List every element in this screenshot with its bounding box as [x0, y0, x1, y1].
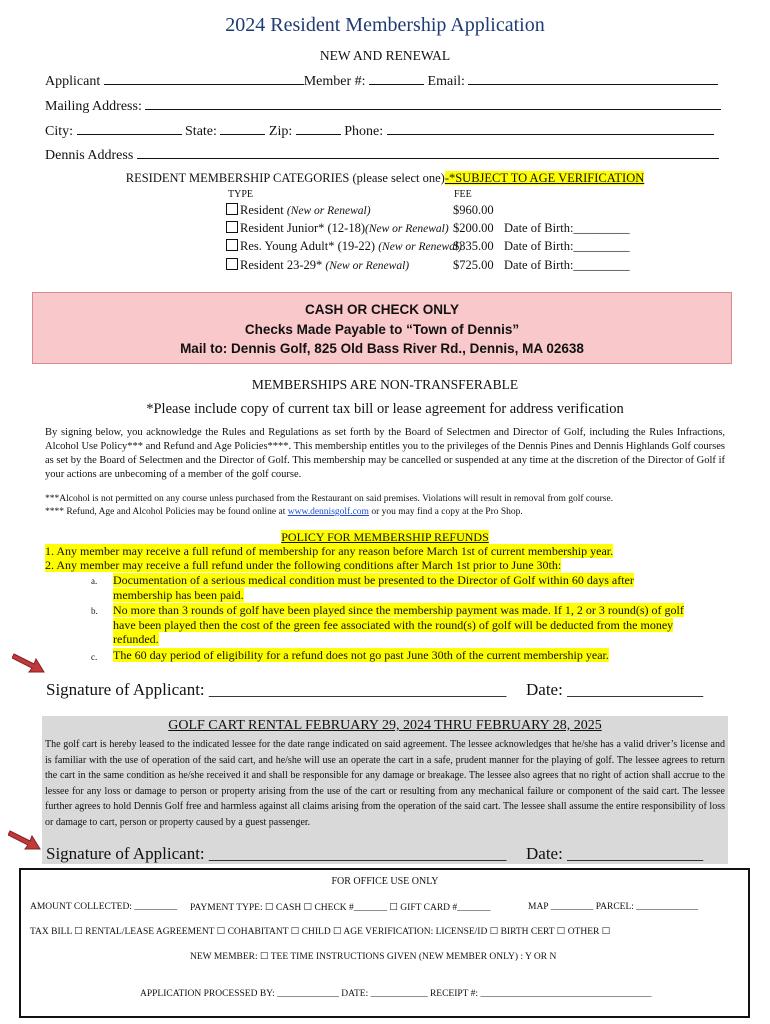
refund-sub-b-line1: No more than 3 rounds of golf have been played since the membership payment was made. If 1, 2 or 3 round(s) of golf — [113, 603, 684, 617]
city-label: City: — [45, 124, 74, 139]
payment-notice-box — [32, 292, 732, 364]
refund-note-tail: or you may find a copy at the Pro Shop. — [368, 507, 523, 517]
category-row[interactable] — [226, 203, 494, 218]
dennis-label: Dennis Address — [45, 148, 134, 163]
category-name: Resident — [240, 203, 284, 217]
category-note: (New or Renewal) — [378, 241, 462, 253]
verification-checkboxes[interactable]: TAX BILL ☐ RENTAL/LEASE AGREEMENT ☐ COHABITANT ☐ CHILD ☐ AGE VERIFICATION: LICENSE/ID ☐ BIRTH CERT ☐ OTHER ☐ — [30, 927, 611, 937]
refund-sub-a — [113, 573, 634, 602]
category-note: (New or Renewal) — [286, 205, 371, 217]
agreement-text: By signing below, you acknowledge the Rules and Regulations as set forth by the Board of Selectmen and Director of Golf, including the Rules Infractions, Alcohol Use Policy*** and Refund and Age Policies****. This membership entitles you to the privileges of the Dennis Pines and Dennis Highlands Golf courses as set by the Board of Selectmen and the Director of Golf. This membership may be cancelled or suspended at any time at the discretion of the Director of Golf if your actions are unbecoming of a member of the golf course. — [45, 427, 725, 480]
checkbox[interactable] — [226, 258, 238, 270]
refund-sub-b-line3: refunded. — [113, 632, 159, 646]
website-link[interactable]: www.dennisgolf.com — [287, 507, 369, 517]
signature-date-field[interactable]: Date: ________________ — [526, 680, 704, 699]
mailing-label: Mailing Address: — [45, 99, 142, 114]
zip-field[interactable] — [296, 122, 341, 135]
processed-by-field[interactable]: APPLICATION PROCESSED BY: _____________ DATE: ____________ RECEIPT #: ____________________________________ — [140, 989, 652, 999]
email-label: Email: — [427, 74, 465, 89]
category-fee: $960.00 — [453, 203, 494, 217]
alcohol-note: ***Alcohol is not permitted on any course unless purchased from the Restaurant on said premises. Violations will result in removal from golf course. — [45, 494, 614, 504]
checkbox[interactable] — [226, 221, 238, 233]
refund-note-text: **** Refund, Age and Alcohol Policies may be found online at — [45, 507, 288, 517]
city-row — [45, 122, 714, 140]
mailing-field[interactable] — [145, 97, 721, 110]
refund-policy-heading: POLICY FOR MEMBERSHIP REFUNDS — [281, 530, 489, 544]
amount-collected-field[interactable]: AMOUNT COLLECTED: _________ — [30, 902, 178, 912]
refund-sub-a-line1: Documentation of a serious medical condition must be presented to the Director of Golf within 60 days after — [113, 573, 634, 587]
payment-type-field[interactable]: PAYMENT TYPE: ☐ CASH ☐ CHECK #_______ ☐ GIFT CARD #_______ — [190, 903, 491, 913]
refund-sub-b-label: b. — [91, 606, 98, 616]
member-field[interactable] — [369, 72, 424, 85]
phone-label: Phone: — [344, 124, 384, 139]
tax-bill-note: *Please include copy of current tax bill or lease agreement for address verification — [146, 401, 624, 417]
category-fee: $725.00 — [453, 258, 494, 272]
cart-rental-text: The golf cart is hereby leased to the indicated lessee for the date range indicated on said agreement. The lessee acknowledges that he/she has a valid driver’s license and is familiar with the use of operation of the said cart, and he/she will use an operate the cart in a safe, prudent manner for the playing of golf. The lessee agrees to return the cart in the same condition as he/she received it and shall be responsible for any damage or breakage. The lessee also agrees that no right of action shall accrue to the lessee for any loss or damage to person or property arising from the use of the cart or resulting from any mechanical failure or component of the said cart. The lessee further agrees to hold Dennis Golf free and harmless against all claims arising from the operation of the said cart. The lessee shall assume the entire responsibility of loss or damage to cart, person or property caused by a guest passenger. — [45, 739, 725, 828]
office-use-title: FOR OFFICE USE ONLY — [331, 876, 439, 887]
page-subtitle: NEW AND RENEWAL — [319, 48, 451, 63]
refund-sub-c — [113, 648, 609, 663]
arrow-icon — [8, 827, 42, 853]
refund-item-2 — [45, 558, 561, 573]
checkbox[interactable] — [226, 203, 238, 215]
dennis-field[interactable] — [137, 146, 719, 159]
phone-field[interactable] — [387, 122, 714, 135]
category-row[interactable] — [226, 221, 630, 236]
new-member-field[interactable]: NEW MEMBER: ☐ TEE TIME INSTRUCTIONS GIVEN (NEW MEMBER ONLY) : Y OR N — [190, 952, 557, 962]
cart-signature-date-field[interactable]: Date: ________________ — [526, 844, 704, 863]
payment-line-3: Mail to: Dennis Golf, 825 Old Bass River Rd., Dennis, MA 02638 — [180, 341, 584, 356]
category-note: (New or Renewal) — [364, 223, 449, 235]
refund-item-1 — [45, 544, 613, 559]
categories-heading-text: RESIDENT MEMBERSHIP CATEGORIES (please select one) — [125, 171, 445, 185]
refund-note — [45, 506, 735, 519]
applicant-label: Applicant — [45, 74, 101, 89]
signature-field[interactable]: Signature of Applicant: ___________________________________ — [46, 680, 507, 699]
member-label: Member #: — [303, 74, 366, 89]
fee-header: FEE — [454, 189, 472, 200]
category-row[interactable] — [226, 258, 630, 273]
refund-sub-a-line2: membership has been paid. — [113, 587, 244, 602]
applicant-field[interactable] — [104, 72, 304, 85]
cart-rental-title: GOLF CART RENTAL FEBRUARY 29, 2024 THRU FEBRUARY 28, 2025 — [168, 718, 602, 733]
refund-sub-a-label: a. — [91, 576, 98, 586]
category-row[interactable] — [226, 239, 630, 254]
type-header: TYPE — [228, 189, 253, 200]
categories-heading — [0, 171, 770, 186]
email-field[interactable] — [468, 72, 718, 85]
category-name: Resident Junior* (12-18) — [240, 221, 365, 235]
city-field[interactable] — [77, 122, 182, 135]
payment-line-2: Checks Made Payable to “Town of Dennis” — [244, 321, 520, 337]
refund-sub-c-label: c. — [91, 652, 98, 662]
refund-item-1-text: 1. Any member may receive a full refund of membership for any reason before March 1st of current membership year. — [45, 544, 614, 558]
category-fee: $200.00 — [453, 221, 494, 235]
arrow-icon — [12, 650, 46, 676]
payment-line-1: CASH OR CHECK ONLY — [304, 302, 460, 317]
refund-policy-title — [0, 530, 770, 545]
refund-item-2-text: 2. Any member may receive a full refund under the following conditions after March 1st prior to June 30th: — [45, 558, 562, 572]
category-dob[interactable]: Date of Birth:_________ — [504, 258, 630, 272]
refund-sub-b — [113, 603, 684, 647]
category-dob[interactable]: Date of Birth:_________ — [504, 221, 630, 235]
category-fee: $335.00 — [453, 239, 494, 253]
cart-signature-field[interactable]: Signature of Applicant: ___________________________________ — [46, 844, 507, 863]
state-field[interactable] — [220, 122, 265, 135]
zip-label: Zip: — [268, 124, 293, 139]
checkbox[interactable] — [226, 239, 238, 251]
age-verification-note: -*SUBJECT TO AGE VERIFICATION — [444, 171, 645, 185]
category-dob[interactable]: Date of Birth:_________ — [504, 239, 630, 253]
refund-sub-c-line1: The 60 day period of eligibility for a refund does not go past June 30th of the current membership year. — [113, 648, 609, 662]
mailing-row — [45, 97, 721, 115]
state-label: State: — [185, 124, 217, 139]
page-title: 2024 Resident Membership Application — [225, 14, 545, 36]
map-parcel-field[interactable]: MAP _________ PARCEL: _____________ — [528, 902, 699, 912]
dennis-row — [45, 146, 719, 164]
applicant-row — [45, 72, 718, 90]
non-transferable-notice: MEMBERSHIPS ARE NON-TRANSFERABLE — [251, 377, 519, 392]
category-name: Res. Young Adult* (19-22) — [240, 239, 376, 253]
category-note: (New or Renewal) — [325, 260, 410, 272]
category-name: Resident 23-29* — [240, 258, 323, 272]
refund-sub-b-line2: have been played then the cost of the green fee associated with the round(s) of golf will be deducted from the money — [113, 617, 674, 632]
